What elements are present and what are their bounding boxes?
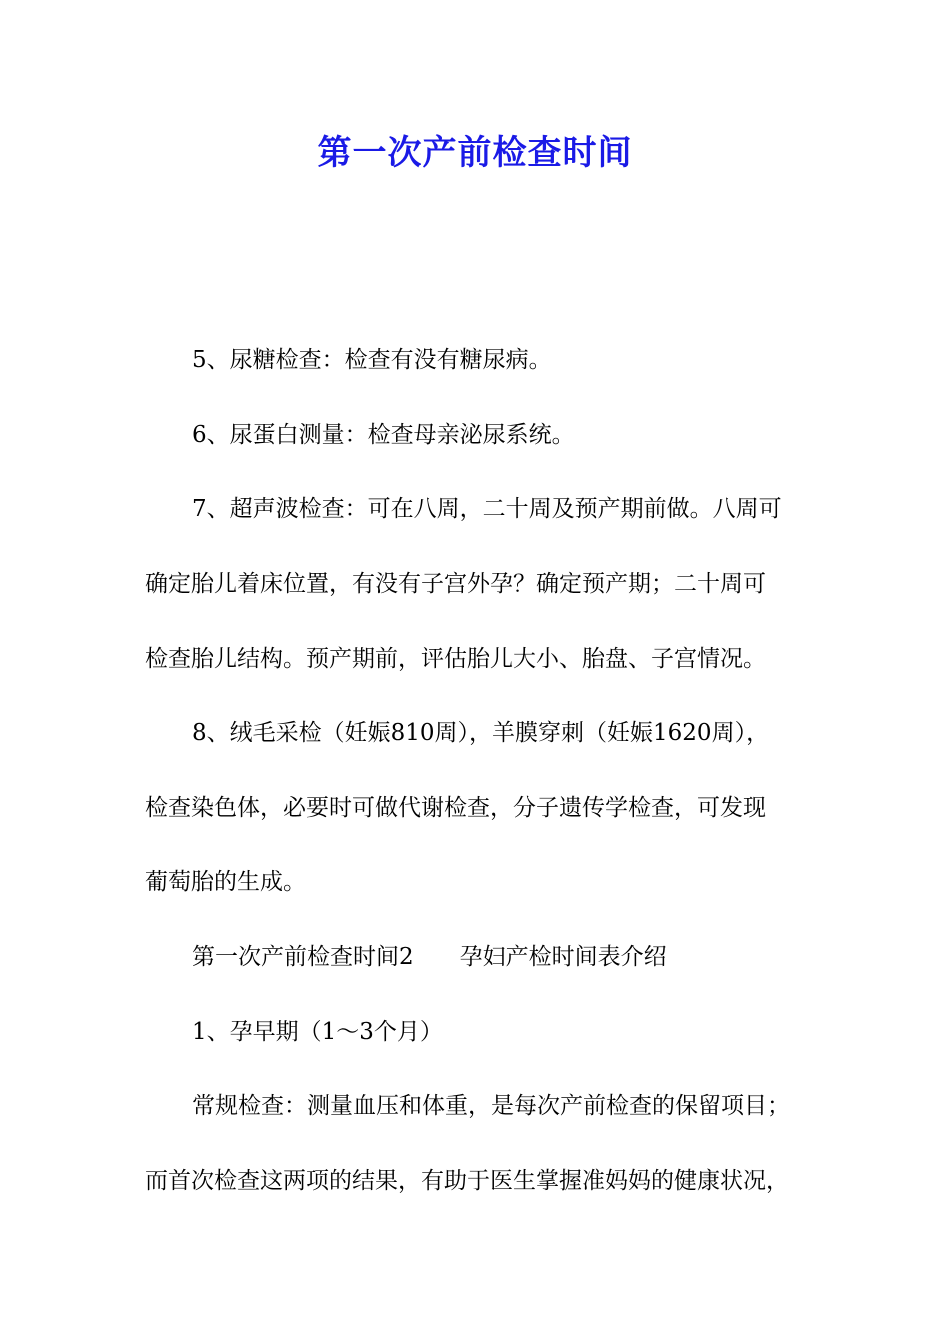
paragraph-line-first-trimester: 1、孕早期（1～3个月） (192, 1019, 443, 1045)
paragraph-line-routine-1: 常规检查：测量血压和体重，是每次产前检查的保留项目； (192, 1093, 790, 1119)
paragraph-line-routine-2: 而首次检查这两项的结果，有助于医生掌握准妈妈的健康状况， (145, 1168, 789, 1194)
paragraph-line-chorionic-1: 8、绒毛采检（妊娠810周），羊膜穿刺（妊娠1620周）， (192, 720, 770, 746)
paragraph-line-ultrasound-1: 7、超声波检查：可在八周，二十周及预产期前做。八周可 (192, 496, 782, 522)
section-heading-right: 孕妇产检时间表介绍 (459, 944, 667, 970)
paragraph-line-chorionic-2: 检查染色体，必要时可做代谢检查，分子遗传学检查，可发现 (145, 795, 766, 821)
paragraph-line-urine-sugar: 5、尿糖检查：检查有没有糖尿病。 (192, 347, 552, 373)
paragraph-line-ultrasound-3: 检查胎儿结构。预产期前，评估胎儿大小、胎盘、子宫情况。 (145, 646, 766, 672)
section-heading-left: 第一次产前检查时间2 (192, 944, 414, 970)
paragraph-line-chorionic-3: 葡萄胎的生成。 (145, 869, 306, 895)
paragraph-line-urine-protein: 6、尿蛋白测量：检查母亲泌尿系统。 (192, 422, 575, 448)
section-heading (0, 942, 950, 972)
paragraph-line-ultrasound-2: 确定胎儿着床位置，有没有子宫外孕？确定预产期；二十周可 (145, 571, 766, 597)
document-title: 第一次产前检查时间 (317, 133, 633, 173)
